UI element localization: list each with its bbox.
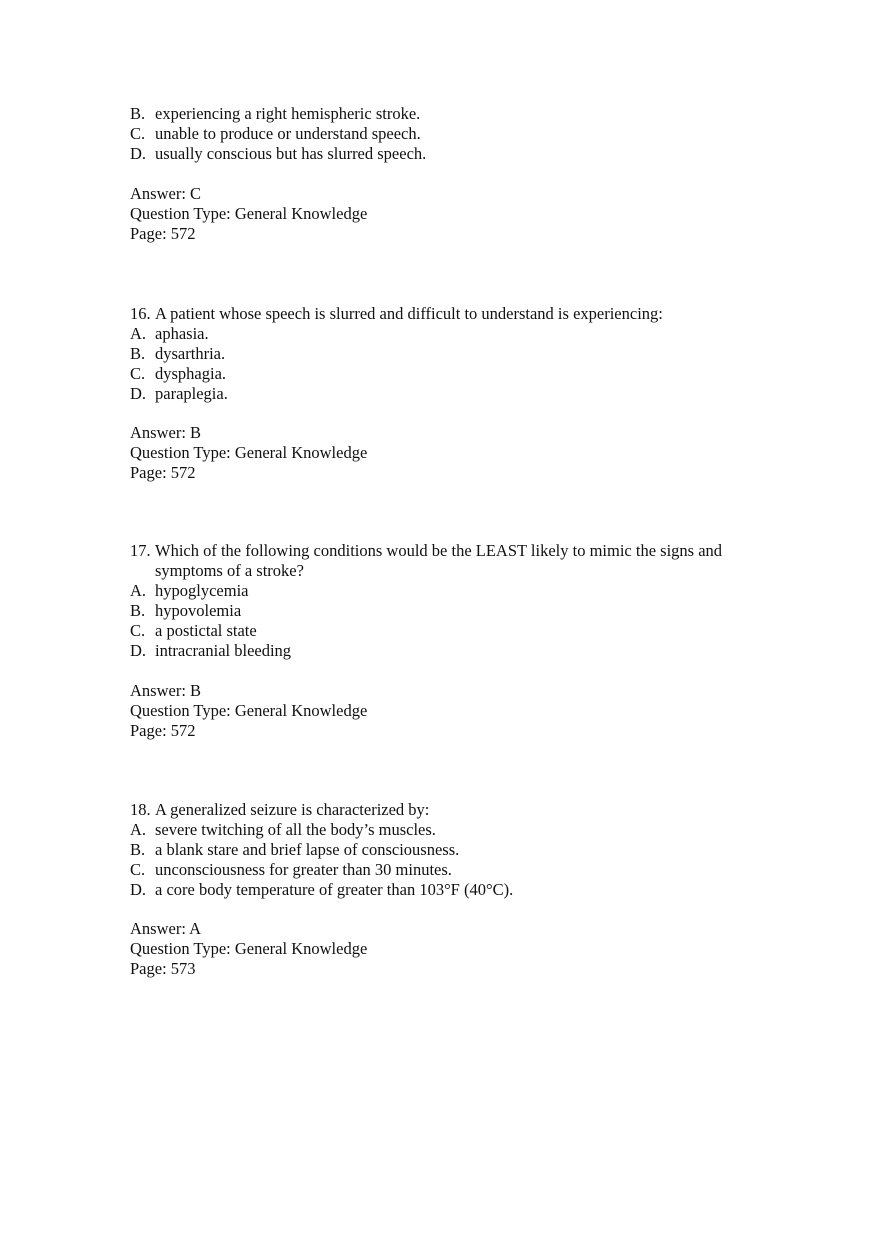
answer-line: Answer: B [130,423,202,442]
option-letter: D. [130,144,147,163]
option-text: aphasia. [155,324,209,343]
option-letter: C. [130,621,146,640]
question-type-line: Question Type: General Knowledge [130,204,368,223]
option-text: hypovolemia [155,601,242,620]
option-a [130,820,436,840]
option-letter: C. [130,124,146,143]
option-d [130,384,228,404]
question-number: 16. [130,304,151,323]
question-text: A patient whose speech is slurred and difficult to understand is experiencing: [155,304,663,323]
option-d [130,880,513,900]
question-number: 17. [130,541,151,560]
option-b [130,344,225,364]
option-text: paraplegia. [155,384,228,403]
option-c [130,364,226,384]
option-text: severe twitching of all the body’s muscles. [155,820,436,839]
option-text: usually conscious but has slurred speech. [155,144,427,163]
question-type-line: Question Type: General Knowledge [130,701,368,720]
answer-line: Answer: A [130,919,202,938]
option-letter: D. [130,384,147,403]
page-reference-line: Page: 572 [130,721,196,740]
option-text: a postictal state [155,621,257,640]
answer-line: Answer: B [130,681,202,700]
question-stem [130,304,663,324]
option-text: experiencing a right hemispheric stroke. [155,104,421,123]
option-text: hypoglycemia [155,581,249,600]
option-letter: C. [130,364,146,383]
option-text: unable to produce or understand speech. [155,124,421,143]
question-type-line: Question Type: General Knowledge [130,939,368,958]
page-reference-line: Page: 572 [130,224,196,243]
option-letter: A. [130,820,147,839]
option-a [130,324,209,344]
option-text: intracranial bleeding [155,641,292,660]
option-d [130,144,426,164]
option-letter: B. [130,344,146,363]
question-text: Which of the following conditions would be the LEAST likely to mimic the signs and [155,541,723,560]
option-c [130,860,452,880]
answer-line: Answer: C [130,184,202,203]
option-b [130,840,459,860]
option-text: unconsciousness for greater than 30 minutes. [155,860,452,879]
option-letter: A. [130,581,147,600]
option-letter: C. [130,860,146,879]
option-text: dysphagia. [155,364,227,383]
question-text: A generalized seizure is characterized by: [155,800,430,819]
option-d [130,641,291,661]
option-letter: D. [130,641,147,660]
option-letter: D. [130,880,147,899]
question-type-line: Question Type: General Knowledge [130,443,368,462]
option-text: a core body temperature of greater than 103°F (40°C). [155,880,514,899]
option-letter: B. [130,840,146,859]
question-stem [130,541,722,561]
option-text: dysarthria. [155,344,226,363]
question-text-continuation: symptoms of a stroke? [155,561,304,580]
question-stem [130,800,429,820]
option-b [130,601,241,621]
option-letter: A. [130,324,147,343]
option-c [130,124,421,144]
option-a [130,581,248,601]
option-text: a blank stare and brief lapse of consciousness. [155,840,460,859]
option-b [130,104,420,124]
option-c [130,621,257,641]
option-letter: B. [130,104,146,123]
question-number: 18. [130,800,151,819]
page-reference-line: Page: 573 [130,959,196,978]
option-letter: B. [130,601,146,620]
page-reference-line: Page: 572 [130,463,196,482]
